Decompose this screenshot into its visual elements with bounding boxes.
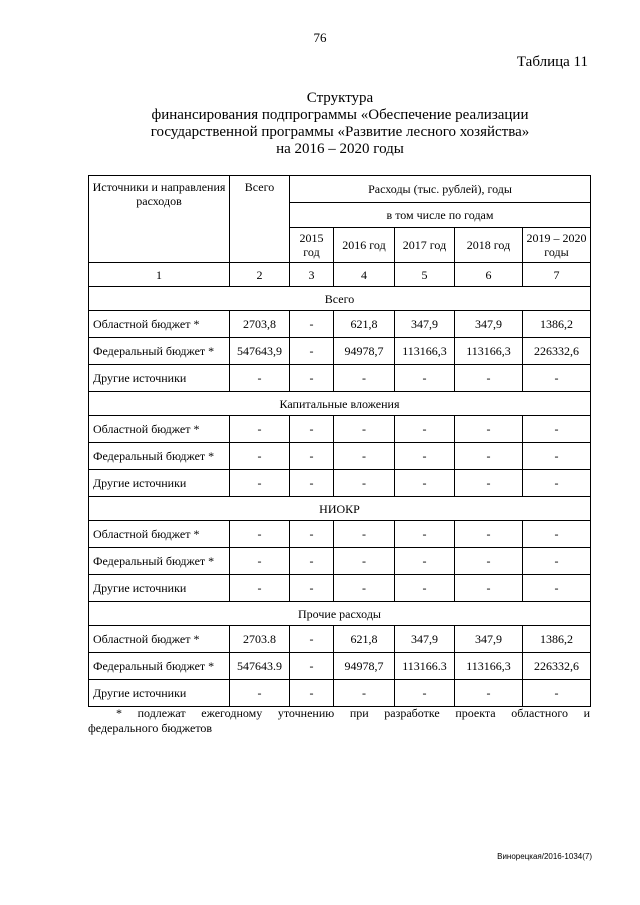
table-row [89,653,591,680]
header-year: 2016 год [334,228,395,263]
value-cell: - [334,548,395,575]
header-expenses: Расходы (тыс. рублей), годы [290,176,591,203]
value-cell: 113166,3 [395,338,455,365]
header-total: Всего [230,176,290,263]
source-cell: Областной бюджет * [89,521,230,548]
header-by-years: в том числе по годам [290,203,591,228]
value-cell: - [395,548,455,575]
value-cell: - [230,365,290,392]
column-number: 6 [455,263,523,287]
value-cell: - [290,548,334,575]
header-year: 2015 год [290,228,334,263]
value-cell: 2703.8 [230,626,290,653]
value-cell: - [230,575,290,602]
header-sources: Источники и направления расходов [89,176,230,263]
source-cell: Федеральный бюджет * [89,338,230,365]
value-cell: - [455,548,523,575]
table-row [89,443,591,470]
document-title [60,90,620,158]
section-title: Капитальные вложения [89,392,591,416]
value-cell: - [290,521,334,548]
value-cell: - [334,443,395,470]
column-number: 7 [523,263,591,287]
value-cell: - [334,365,395,392]
value-cell: - [290,626,334,653]
table-row [89,680,591,707]
value-cell: 94978,7 [334,338,395,365]
value-cell: - [523,470,591,497]
title-line: государственной программы «Развитие лесного хозяйства» [150,124,530,140]
section-header-row [89,392,591,416]
title-line: Структура [306,90,374,106]
financing-table [88,175,591,707]
value-cell: 94978,7 [334,653,395,680]
value-cell: - [334,470,395,497]
value-cell: - [523,521,591,548]
value-cell: - [523,416,591,443]
value-cell: - [523,548,591,575]
value-cell: - [290,311,334,338]
value-cell: - [334,416,395,443]
header-year: 2019 – 2020 годы [523,228,591,263]
value-cell: - [395,521,455,548]
value-cell: - [395,680,455,707]
source-cell: Другие источники [89,365,230,392]
value-cell: - [455,680,523,707]
value-cell: - [395,443,455,470]
source-cell: Областной бюджет * [89,311,230,338]
value-cell: 347,9 [455,311,523,338]
title-line: на 2016 – 2020 годы [276,141,404,157]
table-row [89,338,591,365]
column-number: 1 [89,263,230,287]
value-cell: - [455,470,523,497]
value-cell: - [455,575,523,602]
source-cell: Федеральный бюджет * [89,548,230,575]
source-cell: Другие источники [89,680,230,707]
column-number: 5 [395,263,455,287]
value-cell: 547643.9 [230,653,290,680]
footnote-line: федерального бюджетов [88,721,213,735]
value-cell: - [334,521,395,548]
column-number: 3 [290,263,334,287]
header-year: 2017 год [395,228,455,263]
value-cell: - [334,680,395,707]
value-cell: 1386,2 [523,626,591,653]
value-cell: - [523,575,591,602]
footnote [88,706,590,736]
value-cell: - [523,680,591,707]
table-label: Таблица 11 [516,54,588,70]
source-cell: Другие источники [89,575,230,602]
table-row [89,365,591,392]
value-cell: - [290,443,334,470]
value-cell: - [230,548,290,575]
page-number: 76 [313,30,327,45]
value-cell: - [334,575,395,602]
value-cell: - [523,365,591,392]
source-cell: Другие источники [89,470,230,497]
value-cell: - [230,470,290,497]
value-cell: - [290,416,334,443]
column-number: 4 [334,263,395,287]
value-cell: 1386,2 [523,311,591,338]
value-cell: 347,9 [395,311,455,338]
table-row [89,470,591,497]
value-cell: - [523,443,591,470]
value-cell: - [455,416,523,443]
value-cell: - [290,680,334,707]
source-cell: Федеральный бюджет * [89,443,230,470]
value-cell: - [395,365,455,392]
value-cell: - [290,470,334,497]
value-cell: - [230,680,290,707]
section-title: Прочие расходы [89,602,591,626]
footnote-line: * подлежат ежегодному уточнению при разработке проекта областного и [116,706,590,720]
section-header-row [89,602,591,626]
value-cell: - [230,416,290,443]
table-row [89,626,591,653]
value-cell: 226332,6 [523,653,591,680]
table-row [89,575,591,602]
value-cell: - [455,443,523,470]
table-row [89,548,591,575]
value-cell: 547643,9 [230,338,290,365]
section-title: НИОКР [89,497,591,521]
value-cell: 113166,3 [455,653,523,680]
value-cell: - [395,575,455,602]
value-cell: - [455,365,523,392]
value-cell: - [290,575,334,602]
table-row [89,311,591,338]
value-cell: - [230,521,290,548]
title-line: финансирования подпрограммы «Обеспечение реализации [151,107,529,123]
value-cell: 2703,8 [230,311,290,338]
value-cell: - [290,653,334,680]
value-cell: 621,8 [334,311,395,338]
value-cell: 621,8 [334,626,395,653]
section-title: Всего [89,287,591,311]
value-cell: 226332,6 [523,338,591,365]
value-cell: - [290,365,334,392]
section-header-row [89,497,591,521]
section-header-row [89,287,591,311]
column-number: 2 [230,263,290,287]
value-cell: 347,9 [455,626,523,653]
source-cell: Областной бюджет * [89,626,230,653]
value-cell: 113166.3 [395,653,455,680]
value-cell: - [395,416,455,443]
document-stamp: Винорецкая/2016-1034(7) [497,852,592,861]
value-cell: - [290,338,334,365]
value-cell: 347,9 [395,626,455,653]
value-cell: - [395,470,455,497]
value-cell: - [230,443,290,470]
table-row [89,416,591,443]
source-cell: Федеральный бюджет * [89,653,230,680]
header-year: 2018 год [455,228,523,263]
value-cell: 113166,3 [455,338,523,365]
table-row [89,521,591,548]
source-cell: Областной бюджет * [89,416,230,443]
value-cell: - [455,521,523,548]
